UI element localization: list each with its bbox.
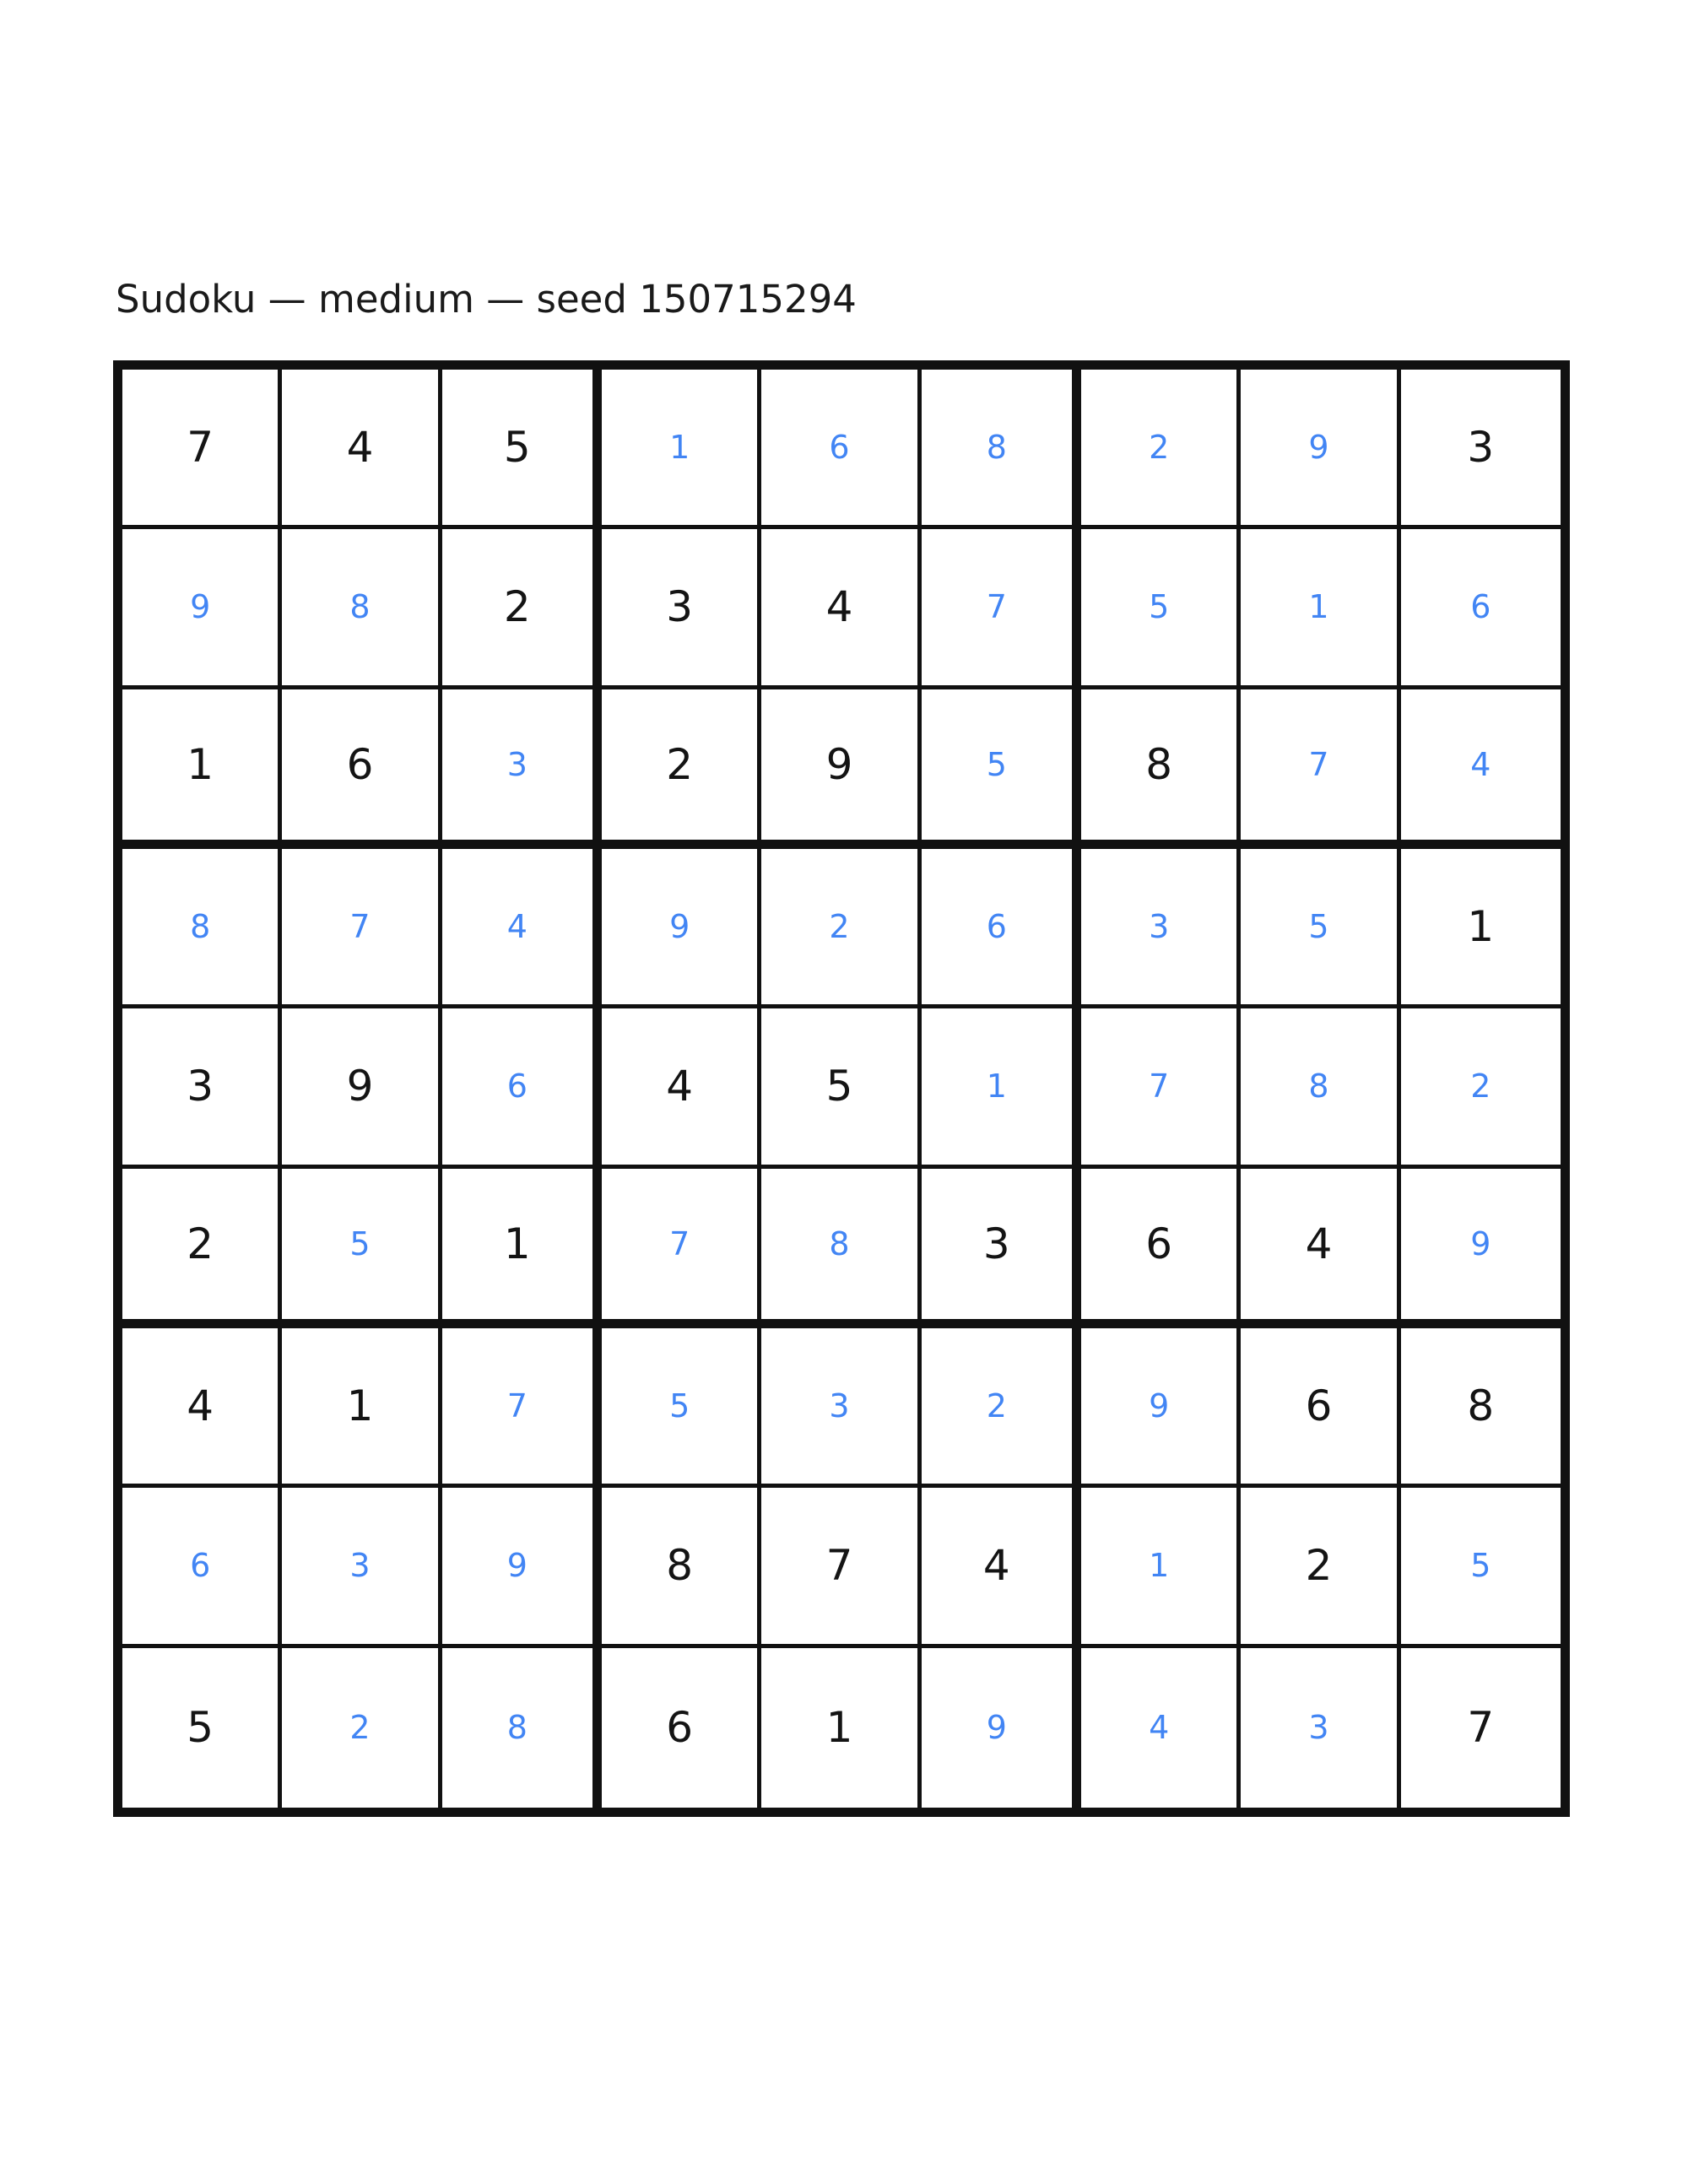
sudoku-cell-r2c9[interactable] [1401,529,1561,689]
sudoku-cell-r2c4[interactable] [602,529,761,689]
sudoku-cell-r7c7[interactable] [1081,1328,1241,1488]
given-digit: 5 [187,1703,214,1753]
sudoku-cell-r6c9[interactable] [1401,1169,1561,1328]
given-digit: 2 [666,739,694,789]
sudoku-cell-r2c8[interactable] [1241,529,1400,689]
sudoku-cell-r6c3[interactable] [442,1169,602,1328]
filled-digit: 7 [506,1387,528,1425]
sudoku-cell-r6c1[interactable] [122,1169,282,1328]
given-digit: 3 [982,1219,1010,1268]
filled-digit: 8 [986,429,1007,467]
filled-digit: 5 [1470,1547,1491,1585]
filled-digit: 4 [1470,745,1491,783]
filled-digit: 1 [669,429,690,467]
filled-digit: 5 [1308,908,1329,946]
sudoku-cell-r3c1[interactable] [122,689,282,849]
sudoku-cell-r8c2[interactable] [282,1488,441,1647]
filled-digit: 6 [190,1547,211,1585]
sudoku-cell-r1c3[interactable] [442,370,602,529]
sudoku-cell-r8c9[interactable] [1401,1488,1561,1647]
filled-digit: 7 [1308,745,1329,783]
given-digit: 7 [1467,1703,1495,1753]
sudoku-cell-r7c4[interactable] [602,1328,761,1488]
filled-digit: 2 [1149,429,1170,467]
sudoku-cell-r5c4[interactable] [602,1008,761,1168]
sudoku-cell-r8c6[interactable] [922,1488,1081,1647]
given-digit: 5 [503,423,531,473]
sudoku-cell-r1c2[interactable] [282,370,441,529]
sudoku-cell-r1c9[interactable] [1401,370,1561,529]
sudoku-cell-r6c6[interactable] [922,1169,1081,1328]
sudoku-cell-r4c1[interactable] [122,849,282,1008]
sudoku-cell-r2c1[interactable] [122,529,282,689]
sudoku-cell-r6c5[interactable] [761,1169,921,1328]
given-digit: 7 [187,423,214,473]
given-digit: 2 [187,1219,214,1268]
filled-digit: 1 [986,1068,1007,1106]
sudoku-cell-r5c8[interactable] [1241,1008,1400,1168]
sudoku-cell-r5c7[interactable] [1081,1008,1241,1168]
filled-digit: 5 [986,745,1007,783]
filled-digit: 2 [1470,1068,1491,1106]
sudoku-cell-r3c7[interactable] [1081,689,1241,849]
sudoku-cell-r7c2[interactable] [282,1328,441,1488]
filled-digit: 5 [349,1224,371,1262]
sudoku-cell-r8c7[interactable] [1081,1488,1241,1647]
filled-digit: 9 [190,588,211,626]
given-digit: 6 [1305,1381,1333,1431]
filled-digit: 9 [1470,1224,1491,1262]
sudoku-cell-r7c3[interactable] [442,1328,602,1488]
sudoku-cell-r7c1[interactable] [122,1328,282,1488]
filled-digit: 7 [986,588,1007,626]
filled-digit: 4 [506,908,528,946]
sudoku-cell-r2c7[interactable] [1081,529,1241,689]
given-digit: 6 [666,1703,694,1753]
sudoku-cell-r9c3[interactable] [442,1648,602,1808]
given-digit: 3 [666,582,694,632]
sudoku-cell-r5c6[interactable] [922,1008,1081,1168]
filled-digit: 8 [1308,1068,1329,1106]
filled-digit: 3 [829,1387,850,1425]
given-digit: 6 [346,739,374,789]
filled-digit: 8 [190,908,211,946]
sudoku-cell-r6c2[interactable] [282,1169,441,1328]
sudoku-cell-r6c8[interactable] [1241,1169,1400,1328]
sudoku-cell-r1c6[interactable] [922,370,1081,529]
filled-digit: 8 [506,1709,528,1747]
given-digit: 3 [187,1062,214,1111]
given-digit: 4 [187,1381,214,1431]
filled-digit: 3 [349,1547,371,1585]
filled-digit: 2 [829,908,850,946]
filled-digit: 9 [506,1547,528,1585]
filled-digit: 3 [1308,1709,1329,1747]
given-digit: 7 [825,1541,853,1591]
sudoku-cell-r5c3[interactable] [442,1008,602,1168]
given-digit: 6 [1145,1219,1173,1268]
filled-digit: 5 [1149,588,1170,626]
given-digit: 1 [187,739,214,789]
filled-digit: 9 [986,1709,1007,1747]
sudoku-cell-r2c3[interactable] [442,529,602,689]
sudoku-cell-r8c5[interactable] [761,1488,921,1647]
filled-digit: 6 [1470,588,1491,626]
sudoku-cell-r9c8[interactable] [1241,1648,1400,1808]
filled-digit: 6 [829,429,850,467]
given-digit: 2 [1305,1541,1333,1591]
sudoku-cell-r4c7[interactable] [1081,849,1241,1008]
given-digit: 4 [825,582,853,632]
sudoku-cell-r8c4[interactable] [602,1488,761,1647]
filled-digit: 7 [1149,1068,1170,1106]
sudoku-cell-r3c9[interactable] [1401,689,1561,849]
sudoku-cell-r1c7[interactable] [1081,370,1241,529]
sudoku-cell-r9c4[interactable] [602,1648,761,1808]
sudoku-cell-r1c1[interactable] [122,370,282,529]
sudoku-cell-r7c8[interactable] [1241,1328,1400,1488]
given-digit: 1 [346,1381,374,1431]
sudoku-cell-r9c5[interactable] [761,1648,921,1808]
given-digit: 2 [503,582,531,632]
sudoku-cell-r6c4[interactable] [602,1169,761,1328]
sudoku-cell-r4c5[interactable] [761,849,921,1008]
filled-digit: 4 [1149,1709,1170,1747]
sudoku-cell-r7c6[interactable] [922,1328,1081,1488]
sudoku-cell-r7c9[interactable] [1401,1328,1561,1488]
given-digit: 8 [1145,739,1173,789]
given-digit: 4 [1305,1219,1333,1268]
sudoku-cell-r3c8[interactable] [1241,689,1400,849]
given-digit: 8 [666,1541,694,1591]
sudoku-cell-r9c6[interactable] [922,1648,1081,1808]
filled-digit: 9 [1308,429,1329,467]
given-digit: 1 [1467,902,1495,952]
filled-digit: 1 [1149,1547,1170,1585]
given-digit: 9 [825,739,853,789]
sudoku-cell-r2c5[interactable] [761,529,921,689]
page-title: Sudoku — medium — seed 150715294 [116,277,857,322]
sudoku-cell-r4c3[interactable] [442,849,602,1008]
sudoku-cell-r8c1[interactable] [122,1488,282,1647]
sudoku-cell-r4c9[interactable] [1401,849,1561,1008]
sudoku-cell-r4c4[interactable] [602,849,761,1008]
sudoku-cell-r3c3[interactable] [442,689,602,849]
filled-digit: 3 [1149,908,1170,946]
given-digit: 4 [346,423,374,473]
given-digit: 9 [346,1062,374,1111]
sudoku-cell-r4c6[interactable] [922,849,1081,1008]
sudoku-cell-r6c7[interactable] [1081,1169,1241,1328]
sudoku-cell-r1c4[interactable] [602,370,761,529]
given-digit: 4 [666,1062,694,1111]
filled-digit: 2 [349,1709,371,1747]
filled-digit: 8 [829,1224,850,1262]
given-digit: 1 [825,1703,853,1753]
sudoku-grid [113,360,1570,1817]
sudoku-cell-r9c7[interactable] [1081,1648,1241,1808]
given-digit: 8 [1467,1381,1495,1431]
filled-digit: 9 [1149,1387,1170,1425]
sudoku-cell-r5c5[interactable] [761,1008,921,1168]
sudoku-cell-r3c4[interactable] [602,689,761,849]
sudoku-cell-r4c2[interactable] [282,849,441,1008]
sudoku-cell-r1c5[interactable] [761,370,921,529]
sudoku-cell-r1c8[interactable] [1241,370,1400,529]
sudoku-cell-r9c2[interactable] [282,1648,441,1808]
sudoku-cell-r3c6[interactable] [922,689,1081,849]
filled-digit: 8 [349,588,371,626]
filled-digit: 6 [506,1068,528,1106]
given-digit: 1 [503,1219,531,1268]
filled-digit: 6 [986,908,1007,946]
given-digit: 4 [982,1541,1010,1591]
sudoku-cell-r7c5[interactable] [761,1328,921,1488]
sudoku-cell-r2c2[interactable] [282,529,441,689]
sudoku-cell-r2c6[interactable] [922,529,1081,689]
filled-digit: 7 [669,1224,690,1262]
filled-digit: 1 [1308,588,1329,626]
filled-digit: 9 [669,908,690,946]
filled-digit: 7 [349,908,371,946]
given-digit: 3 [1467,423,1495,473]
sudoku-cell-r5c9[interactable] [1401,1008,1561,1168]
given-digit: 5 [825,1062,853,1111]
filled-digit: 3 [506,745,528,783]
sudoku-cell-r5c1[interactable] [122,1008,282,1168]
sudoku-cell-r8c8[interactable] [1241,1488,1400,1647]
filled-digit: 2 [986,1387,1007,1425]
sudoku-cell-r9c9[interactable] [1401,1648,1561,1808]
sudoku-cell-r8c3[interactable] [442,1488,602,1647]
filled-digit: 5 [669,1387,690,1425]
sudoku-cell-r3c2[interactable] [282,689,441,849]
sudoku-cell-r3c5[interactable] [761,689,921,849]
sudoku-cell-r5c2[interactable] [282,1008,441,1168]
sudoku-cell-r9c1[interactable] [122,1648,282,1808]
sudoku-cell-r4c8[interactable] [1241,849,1400,1008]
